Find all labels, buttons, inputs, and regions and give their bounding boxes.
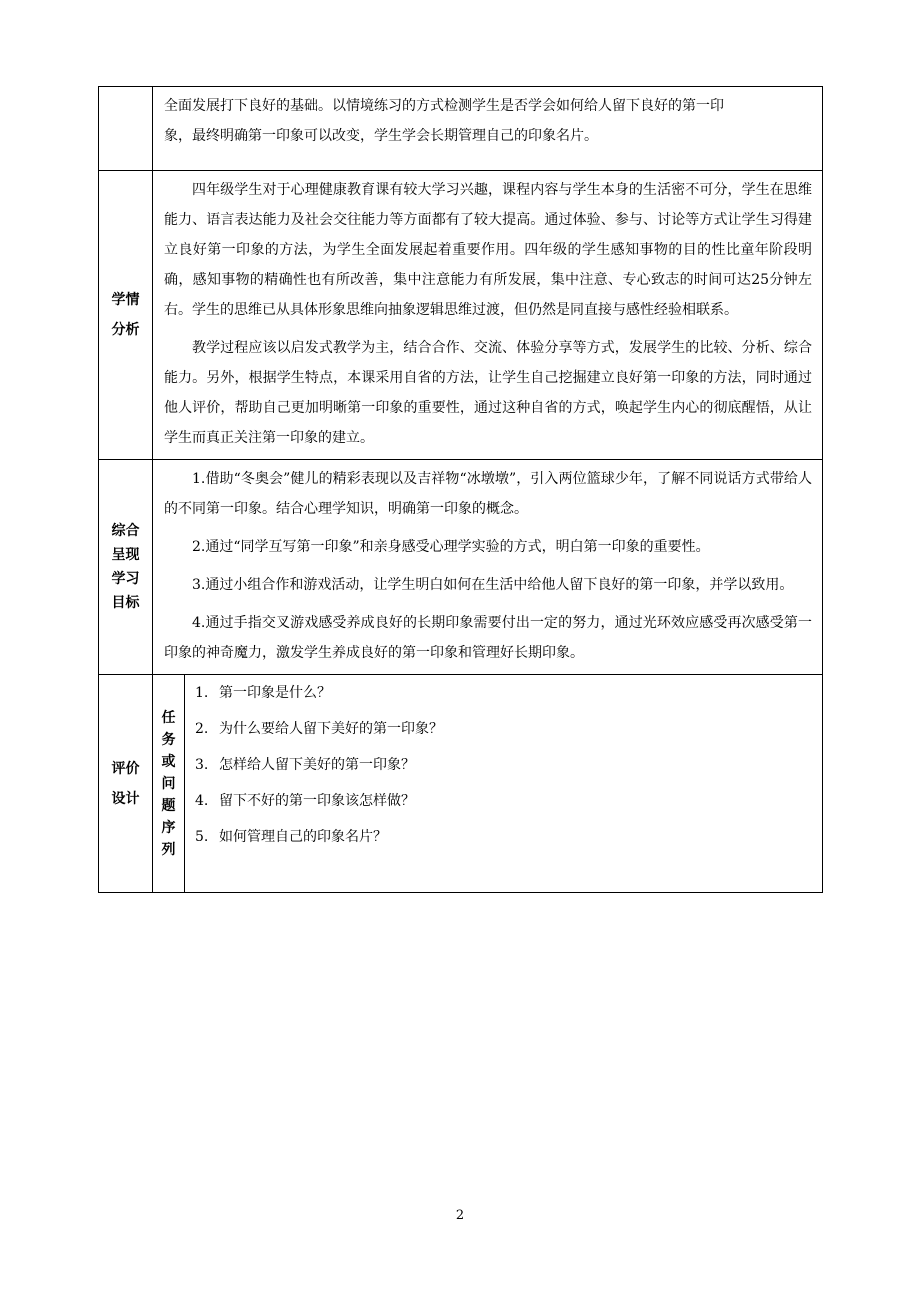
objective-item: 1.借助“冬奥会”健儿的精彩表现以及吉祥物“冰墩墩”，引入两位篮球少年，了解不同说话方式带给人的不同第一印象。结合心理学知识，明确第一印象的概念。	[164, 471, 812, 517]
objectives-label-line: 综合	[111, 523, 140, 539]
continuation-row	[99, 87, 823, 171]
question-text: 如何管理自己的印象名片？	[219, 829, 387, 845]
question-number: 3.	[195, 757, 209, 773]
evaluation-row	[99, 675, 823, 893]
page-number: 2	[455, 1208, 465, 1223]
question-text: 为什么要给人留下美好的第一印象？	[219, 721, 443, 737]
analysis-label	[99, 171, 153, 460]
question-text: 第一印象是什么？	[219, 685, 331, 701]
evaluation-label	[99, 675, 153, 893]
objective-item: 2.通过“同学互写第一印象”和亲身感受心理学实验的方式，明白第一印象的重要性。	[192, 539, 710, 555]
question-number: 4.	[195, 793, 209, 809]
question-number: 1.	[195, 685, 209, 701]
analysis-row	[99, 171, 823, 460]
question-number: 2.	[195, 721, 209, 737]
task-sequence-char: 问	[161, 775, 176, 792]
objectives-content	[153, 460, 823, 675]
question-text: 怎样给人留下美好的第一印象？	[219, 757, 415, 773]
question-item	[195, 747, 812, 783]
objectives-label-line: 呈现	[111, 547, 140, 563]
continuation-line: 象，最终明确第一印象可以改变，学生学会长期管理自己的印象名片。	[164, 128, 598, 144]
question-list	[185, 675, 823, 893]
question-item	[195, 675, 812, 711]
analysis-paragraph: 四年级学生对于心理健康教育课有较大学习兴趣，课程内容与学生本身的生活密不可分，学生在思维能力、语言表达能力及社会交往能力等方面都有了较大提高。通过体验、参与、讨论等方式让学生习得建立良好第一印象的方法，为学生全面发展起着重要作用。四年级的学生感知事物的目的性比童年阶段明确，感知事物的精确性也有所改善，集中注意能力有所发展，集中注意、专心致志的时间可达25分钟左右。学生的思维已从具体形象思维向抽象逻辑思维过渡，但仍然是同直接与感性经验相联系。	[164, 182, 812, 318]
task-sequence-label	[153, 675, 185, 893]
objective-item: 3.通过小组合作和游戏活动，让学生明白如何在生活中给他人留下良好的第一印象，并学以致用。	[192, 577, 794, 593]
objectives-label-line: 学习	[111, 571, 140, 587]
task-sequence-char: 务	[161, 731, 176, 748]
objectives-label-line: 目标	[111, 595, 140, 611]
question-item	[195, 783, 812, 819]
evaluation-label-line: 评价	[111, 760, 140, 777]
analysis-label-line: 学情	[111, 292, 140, 308]
task-sequence-char: 任	[161, 709, 176, 726]
objectives-row	[99, 460, 823, 675]
question-item	[195, 819, 812, 855]
continuation-label-cell	[99, 87, 153, 171]
analysis-paragraph: 教学过程应该以启发式教学为主，结合合作、交流、体验分享等方式，发展学生的比较、分析、综合能力。另外，根据学生特点，本课采用自省的方法，让学生自己挖掘建立良好第一印象的方法，同时通过他人评价，帮助自己更加明晰第一印象的重要性，通过这种自省的方式，唤起学生内心的彻底醒悟，从让学生而真正关注第一印象的建立。	[164, 340, 812, 446]
task-sequence-char: 题	[161, 797, 176, 814]
task-sequence-char: 列	[161, 841, 176, 858]
objective-item: 4.通过手指交叉游戏感受养成良好的长期印象需要付出一定的努力，通过光环效应感受再次感受第一印象的神奇魔力，激发学生养成良好的第一印象和管理好长期印象。	[164, 615, 812, 661]
evaluation-label-line: 设计	[111, 790, 140, 807]
continuation-content-cell	[153, 87, 823, 171]
task-sequence-char: 或	[161, 753, 176, 770]
task-sequence-char: 序	[161, 819, 176, 836]
continuation-line: 全面发展打下良好的基础。以情境练习的方式检测学生是否学会如何给人留下良好的第一印	[164, 98, 724, 114]
question-text: 留下不好的第一印象该怎样做？	[219, 793, 415, 809]
question-number: 5.	[195, 829, 209, 845]
objectives-label	[99, 460, 153, 675]
lesson-plan-table	[98, 86, 823, 893]
analysis-label-line: 分析	[111, 322, 140, 338]
question-item	[195, 711, 812, 747]
analysis-content	[153, 171, 823, 460]
